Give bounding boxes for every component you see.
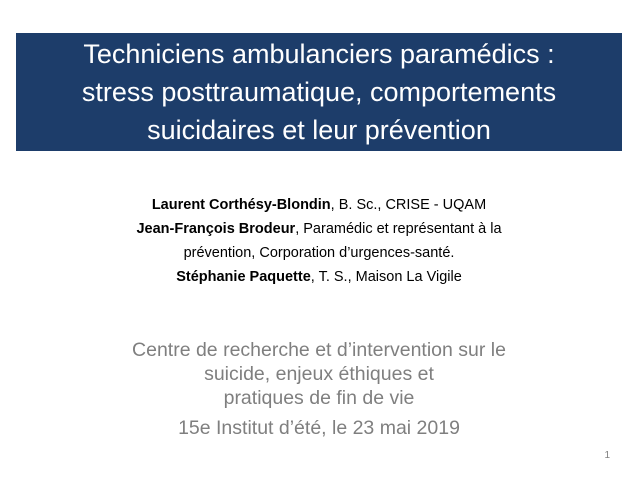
- author-3-name: Stéphanie Paquette: [176, 269, 311, 285]
- slide-title-line-1: Techniciens ambulanciers paramédics :: [83, 39, 555, 69]
- author-1-affiliation: , B. Sc., CRISE - UQAM: [330, 197, 487, 213]
- slide-title-line-2: stress posttraumatique, comportements: [81, 77, 557, 107]
- author-line-3: [0, 241, 638, 265]
- author-line-1: [0, 193, 638, 217]
- slide-title-line-3: suicidaires et leur prévention: [147, 115, 491, 145]
- title-banner: [16, 33, 622, 151]
- institution-line-3: pratiques de fin de vie: [223, 387, 415, 409]
- author-line-4: [0, 265, 638, 289]
- author-1-name: Laurent Corthésy-Blondin: [151, 197, 331, 213]
- institution-line-2: suicide, enjeux éthiques et: [204, 363, 434, 385]
- author-3-affiliation: , T. S., Maison La Vigile: [310, 269, 462, 285]
- author-line-2: [0, 217, 638, 241]
- event-date: 15e Institut d’été, le 23 mai 2019: [178, 417, 460, 439]
- author-2-affiliation-continued: prévention, Corporation d’urgences-santé.: [183, 245, 455, 261]
- author-2-affiliation: , Paramédic et représentant à la: [295, 221, 502, 237]
- page-number: 1: [604, 450, 610, 461]
- authors-block: [0, 193, 638, 289]
- institution-line-1: Centre de recherche et d’intervention sur le: [132, 339, 506, 361]
- institution-block: [0, 338, 638, 440]
- author-2-name: Jean-François Brodeur: [136, 221, 296, 237]
